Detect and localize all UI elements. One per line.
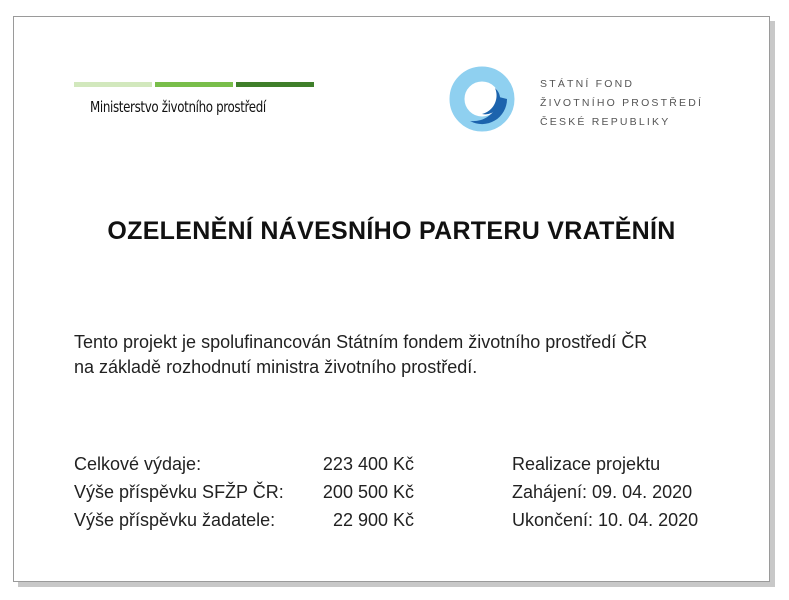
fund-swirl-icon [446,63,518,135]
ministry-stripe-medium [155,82,233,87]
cost-label: Celkové výdaje: [74,454,202,474]
cost-row-total [74,454,414,482]
fund-name-line-1: STÁTNÍ FOND [540,78,635,90]
fund-name-line-2: ŽIVOTNÍHO PROSTŘEDÍ [540,97,704,109]
ministry-logo [74,82,316,116]
realization-block [512,454,698,538]
cost-table [74,454,414,538]
cost-label: Výše příspěvku žadatele: [74,510,276,530]
ministry-stripe-dark [236,82,314,87]
realization-start: Zahájení: 09. 04. 2020 [512,482,693,502]
fund-name [540,75,760,132]
cost-value: 223 400 Kč [322,454,414,474]
cost-row-applicant [74,510,414,538]
realization-end: Ukončení: 10. 04. 2020 [512,510,699,530]
ministry-stripes [74,82,316,87]
cost-label: Výše příspěvku SFŽP ČR: [74,482,284,502]
project-title: OZELENĚNÍ NÁVESNÍHO PARTERU VRATĚNÍN [107,217,676,245]
realization-heading: Realizace projektu [512,454,661,474]
cost-value: 200 500 Kč [322,482,414,502]
project-board [13,16,770,582]
project-intro [74,330,647,380]
cost-value: 22 900 Kč [332,510,414,530]
intro-line-1: Tento projekt je spolufinancován Státním fondem životního prostředí ČR [74,332,648,352]
fund-name-line-3: ČESKÉ REPUBLIKY [540,116,671,128]
cost-row-fund [74,482,414,510]
ministry-stripe-light [74,82,152,87]
ministry-name: Ministerstvo životního prostředí [90,98,266,116]
intro-line-2: na základě rozhodnutí ministra životního prostředí. [74,357,478,377]
